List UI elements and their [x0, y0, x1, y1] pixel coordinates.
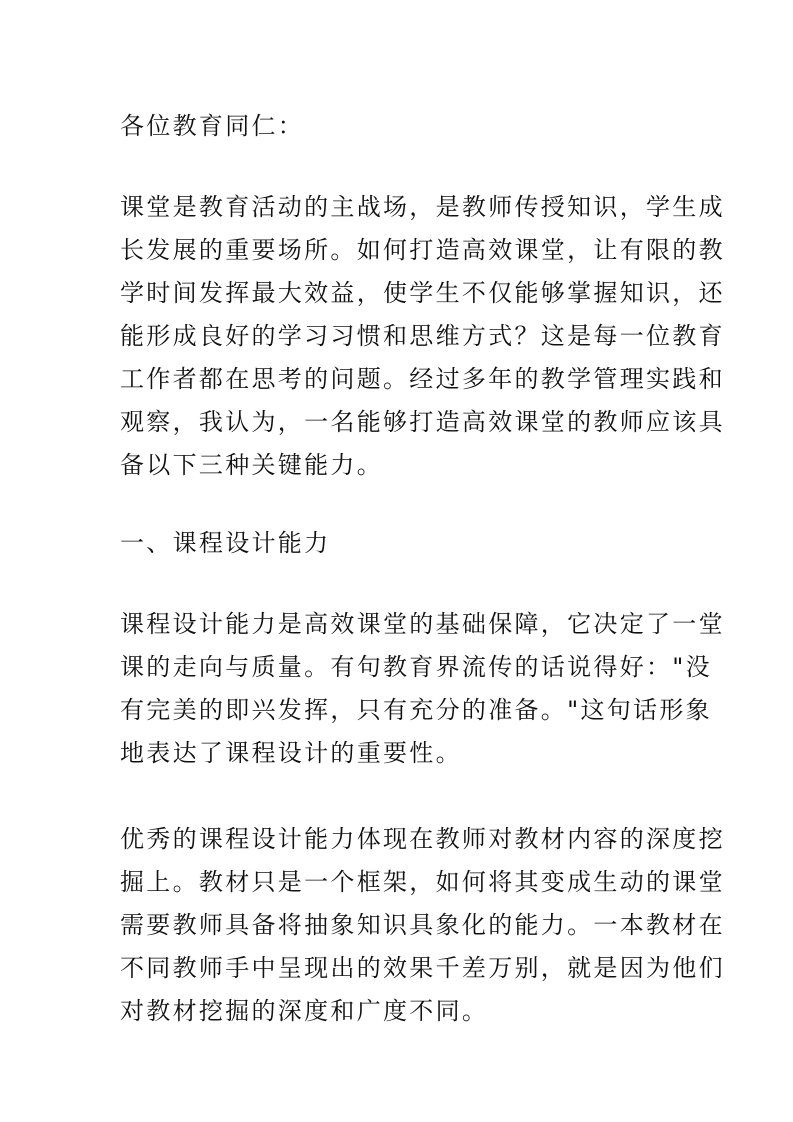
section-heading [120, 522, 680, 565]
text-line: 有完美的即兴发挥，只有充分的准备。"这句话形象 [120, 696, 712, 724]
text-line: 需要教师具备将抽象知识具象化的能力。一本教材在 [120, 911, 725, 939]
greeting [120, 105, 680, 148]
paragraph-intro [120, 186, 725, 487]
heading-text: 一、课程设计能力 [120, 529, 331, 557]
text-line: 地表达了课程设计的重要性。 [120, 739, 462, 767]
text-line: 掘上。教材只是一个框架，如何将其变成生动的课堂 [120, 868, 725, 896]
text-line: 观察，我认为，一名能够打造高效课堂的教师应该具 [120, 408, 725, 436]
paragraph-course-design [120, 603, 725, 775]
text-line: 备以下三种关键能力。 [120, 451, 383, 479]
text-line: 课程设计能力是高效课堂的基础保障，它决定了一堂 [120, 610, 725, 638]
text-line: 学时间发挥最大效益，使学生不仅能够掌握知识，还 [120, 279, 725, 307]
text-line: 长发展的重要场所。如何打造高效课堂，让有限的教 [120, 236, 725, 264]
text-line: 工作者都在思考的问题。经过多年的教学管理实践和 [120, 365, 725, 393]
text-line: 课堂是教育活动的主战场，是教师传授知识，学生成 [120, 193, 725, 221]
text-line: 不同教师手中呈现出的效果千差万别，就是因为他们 [120, 954, 725, 982]
text-line: 能形成良好的学习习惯和思维方式？这是每一位教育 [120, 322, 725, 350]
text-line: 对教材挖掘的深度和广度不同。 [120, 997, 489, 1025]
text-line: 课的走向与质量。有句教育界流传的话说得好："没 [120, 653, 712, 681]
greeting-text: 各位教育同仁： [120, 112, 305, 140]
paragraph-textbook [120, 818, 725, 1033]
text-line: 优秀的课程设计能力体现在教师对教材内容的深度挖 [120, 825, 725, 853]
